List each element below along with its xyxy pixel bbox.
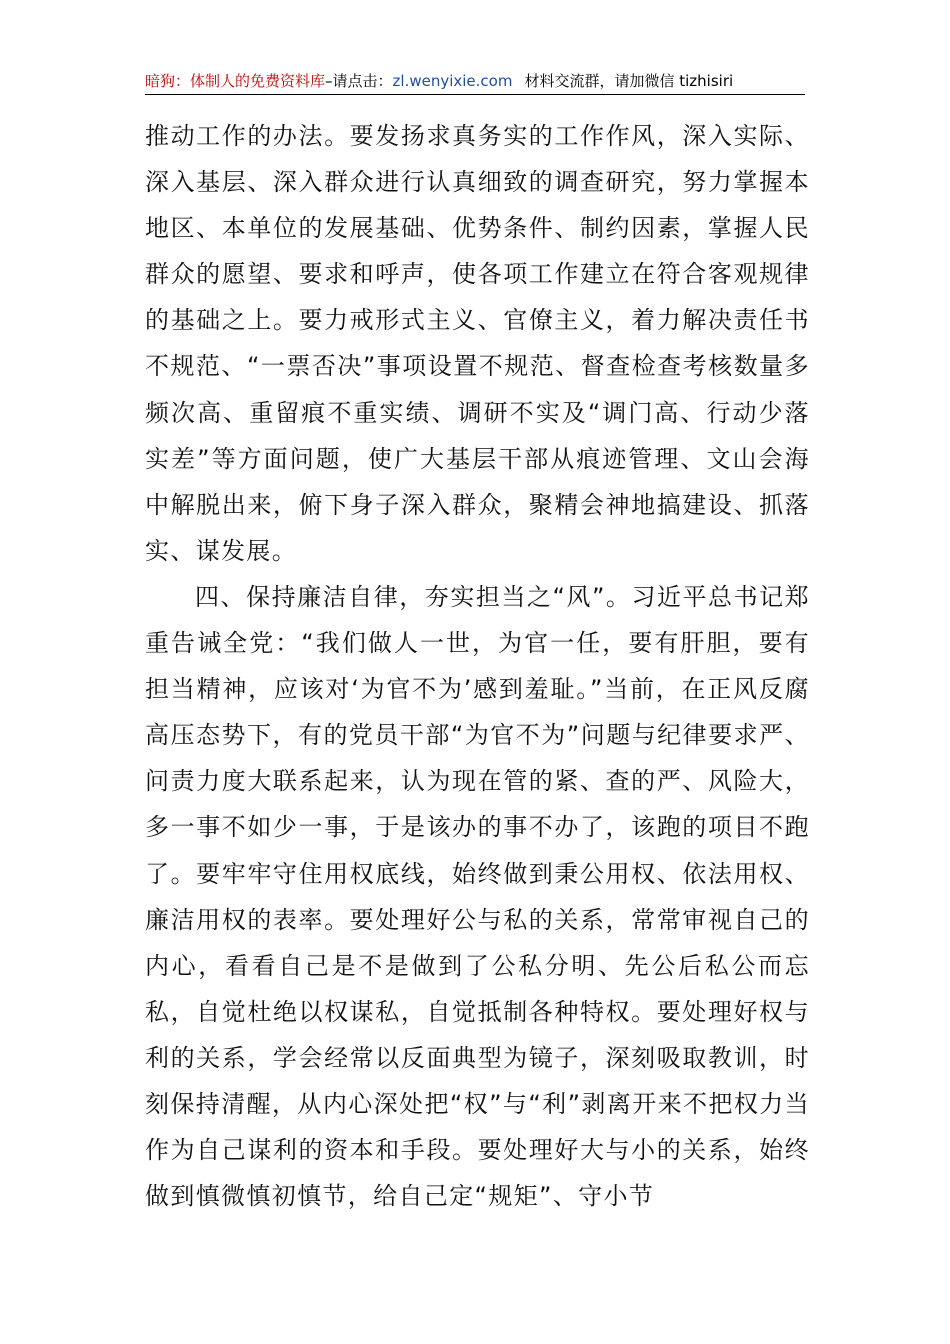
header-prompt: –请点击：	[325, 72, 393, 90]
body-paragraph: 推动工作的办法。要发扬求真务实的工作作风，深入实际、深入基层、深入群众进行认真细致的调查研究，努力掌握本地区、本单位的发展基础、优势条件、制约因素，掌握人民群众的愿望、要求和呼声，使各项工作建立在符合客观规律的基础之上。要力戒形式主义、官僚主义，着力解决责任书不规范、“一票否决”事项设置不规范、督查检查考核数量多频次高、重留痕不重实绩、调研不实及“调门高、行动少落实差”等方面问题，使广大基层干部从痕迹管理、文山会海中解脱出来，俯下身子深入群众，聚精会神地搞建设、抓落实、谋发展。	[145, 122, 810, 565]
header-url-link[interactable]: zl.wenyixie.com	[392, 72, 513, 90]
body-paragraph: 四、保持廉洁自律，夯实担当之“风”。习近平总书记郑重告诫全党：“我们做人一世，为官一任，要有肝胆，要有担当精神，应该对‘为官不为’感到羞耻。”当前，在正风反腐高压态势下，有的党员干部“为官不为”问题与纪律要求严、问责力度大联系起来，认为现在管的紧、查的严、风险大，多一事不如少一事，于是该办的事不办了，该跑的项目不跑了。要牢牢守住用权底线，始终做到秉公用权、依法用权、廉洁用权的表率。要处理好公与私的关系，常常审视自己的内心，看看自己是不是做到了公私分明、先公后私公而忘私，自觉杜绝以权谋私，自觉抵制各种特权。要处理好权与利的关系，学会经常以反面典型为镜子，深刻吸取教训，时刻保持清醒，从内心深处把“权”与“利”剥离开来不把权力当作为自己谋利的资本和手段。要处理好大与小的关系，始终做到慎微慎初慎节，给自己定“规矩”、守小节	[145, 582, 810, 1211]
header-wechat-note: 材料交流群，请加微信 tizhisiri	[524, 72, 734, 90]
page-header	[145, 70, 805, 95]
document-body	[145, 113, 810, 1219]
header-site-name: 暗狗：体制人的免费资料库	[145, 72, 326, 90]
